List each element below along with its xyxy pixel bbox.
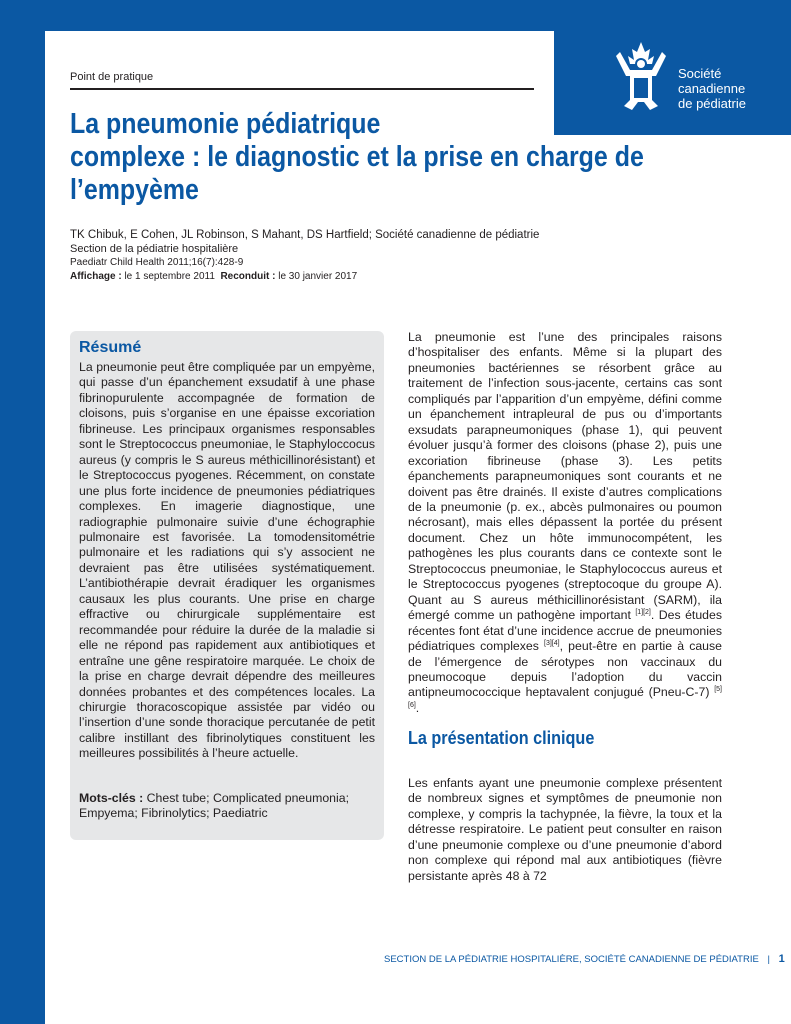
section-name: Section de la pédiatrie hospitalière	[70, 243, 239, 255]
logo-line-1: Société	[678, 66, 722, 81]
title-line-1: La pneumonie pédiatrique	[70, 108, 381, 140]
section-heading: La présentation clinique	[408, 728, 595, 748]
keywords-label: Mots-clés :	[79, 791, 144, 805]
logo-line-2: canadienne	[678, 81, 746, 96]
abstract-heading: Résumé	[79, 339, 142, 356]
dates	[70, 270, 539, 284]
page-number: 1	[778, 953, 785, 965]
footer	[384, 953, 785, 965]
right-column	[408, 330, 723, 883]
header-rule	[70, 88, 534, 90]
reaffirmed-value: le 30 janvier 2017	[278, 271, 358, 282]
reaffirmed-label: Reconduit :	[220, 271, 276, 282]
authors: TK Chibuk, E Cohen, JL Robinson, S Mahant, DS Hartfield; Société canadienne de pédiatrie	[70, 229, 540, 241]
intro-text-b: . Des études récentes font état d’une incidence accrue de pneumonies pédiatriques complexes	[408, 608, 722, 654]
abstract-body: La pneumonie peut être compliquée par un empyème, qui passe d’un épanchement exsudatif à une phase fibrinopurulente accompagnée de formation de cloisons, puis s’organise en une épaisse excoriation fibrineuse. Les principaux organismes responsables sont le Streptococcus pneumoniae, le Staphyloccocus aureus (y compris le S aureus méthicillinorésistant) et le Streptococcus pyogenes. Récemment, on constate une plus forte incidence de pneumonies pédiatriques complexes. En imagerie diagnostique, une radiographie pulmonaire suivie d’une échographie pulmonaire est favorisée. La tomodensitométrie pulmonaire et les radiations qui s’y associent ne devraient pas être utilisées systématiquement. L’antibiothérapie devrait éradiquer les organismes causaux les plus courants. Une prise en charge effractive ou chirurgicale supplémentaire est recommandée pour réduire la durée de la maladie si elle ne répond pas rapidement aux antibiotiques et entraîne une gêne respiratoire marquée. Le choix de la prise en charge devrait dépendre des meilleures données probantes et des compétences locales. La chirurgie thoracoscopique assistée par vidéo ou l’insertion d’une sonde thoracique percutanée de petit calibre instillant des fibrinolytiques constituent les meilleures possibilités à l’heure actuelle.	[79, 360, 375, 761]
footer-text: SECTION DE LA PÉDIATRIE HOSPITALIÈRE, SOCIÉTÉ CANADIENNE DE PÉDIATRIE	[384, 954, 759, 965]
intro-text-a: La pneumonie est l’une des principales raisons d’hospitaliser des enfants. Même si la plupart des pneumonies bactériennes se résorbent grâce au traitement de l’infection sous-jacente, certains cas sont compliqués par l’apparition d’un empyème, défini comme un épanchement intrapleural de pus ou d’importants exsudats parapneumoniques (phase 1), qui peuvent évoluer jusqu’à former des cloisons (phase 2), puis une excoriation fibrineuse (phase 3). Les petits épanchements parapneumoniques sont courants et ne doivent pas être drainés. Il existe d’autres complications de la pneumonie (p. ex., abcès pulmonaires ou poumon nécrosant), mais elles dépassent la portée du présent document. Chez un hôte immunocompétent, les pathogènes les plus courants dans ce contexte sont le Streptococcus pneumoniae, le Staphylococcus aureus et le Streptococcus pyogenes (streptocoque du groupe A). Quant au S aureus méthicillinorésistant (SARM), ila émergé comme un pathogène important	[408, 330, 722, 623]
presentation-paragraph: Les enfants ayant une pneumonie complexe présentent de nombreux signes et symptômes de pneumonie non complexe, y compris la tachypnée, la fièvre, la toux et la détresse respiratoire. Le patient peut consulter en raison d’une pneumonie complexe ou d’une pneumonie d’abord non complexe qui répond mal aux antibiotiques (fièvre persistante après 48 à 72	[408, 776, 722, 883]
logo-text	[678, 66, 746, 111]
posted-value: le 1 septembre 2011	[124, 271, 215, 282]
intro-text-d: .	[415, 700, 420, 715]
title-line-2: complexe : le diagnostic et la prise en charge de	[70, 141, 644, 173]
keywords-text: Chest tube; Complicated pneumonia; Empyema; Fibrinolytics; Paediatric	[79, 791, 349, 821]
citation: Paediatr Child Health 2011;16(7):428-9	[70, 257, 244, 268]
abstract-box	[70, 331, 384, 840]
posted-label: Affichage :	[70, 271, 122, 282]
intro-paragraph	[408, 330, 722, 716]
ref-1-2[interactable]: [1][2]	[635, 609, 651, 617]
logo-line-3: de pédiatrie	[678, 96, 746, 111]
keywords	[79, 791, 375, 822]
article-meta	[70, 228, 539, 284]
ref-3-4[interactable]: [3][4]	[544, 639, 560, 647]
page-title	[70, 108, 644, 207]
section-label: Point de pratique	[70, 71, 154, 83]
title-line-3: l’empyème	[70, 174, 199, 206]
intro-text-c: , peut-être en partie à cause de l’émergence de sérotypes non vaccinaux du pneumocoque depuis l’adoption du vaccin antipneumococcique heptavalent conjugué (Pneu-C-7)	[408, 639, 723, 700]
footer-separator: |	[767, 954, 770, 965]
ref-5-6[interactable]: [5][6]	[408, 686, 722, 709]
